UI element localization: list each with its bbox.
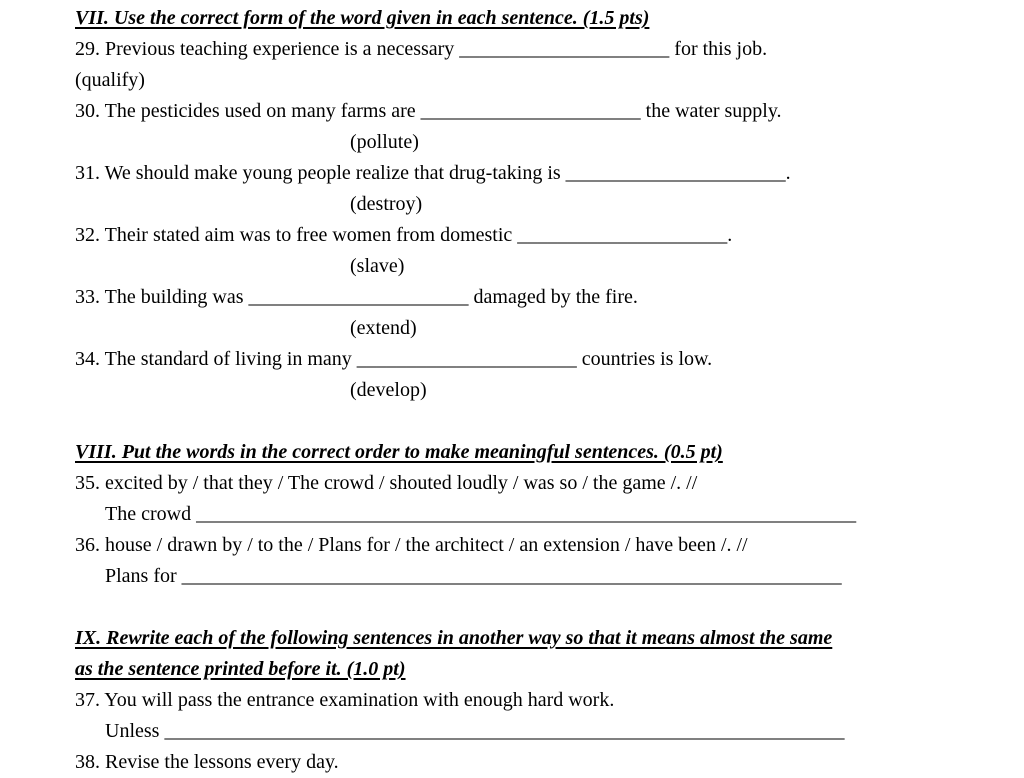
question-35: 35. excited by / that they / The crowd / shouted loudly / was so / the game /. //	[75, 472, 698, 494]
section-viii	[75, 437, 1024, 592]
answer-line-35: The crowd __________________________________________________________________	[105, 503, 857, 525]
question-37: 37. You will pass the entrance examination with enough hard work.	[75, 689, 615, 711]
question-38: 38. Revise the lessons every day.	[75, 751, 339, 773]
question-32: 32. Their stated aim was to free women from domestic _____________________.	[75, 224, 733, 246]
section-gap	[75, 592, 1024, 623]
word-hint-qualify: (qualify)	[75, 69, 145, 91]
question-31: 31. We should make young people realize that drug-taking is ______________________.	[75, 162, 791, 184]
answer-line-36: Plans for __________________________________________________________________	[105, 565, 842, 587]
section-viii-heading: VIII. Put the words in the correct order to make meaningful sentences. (0.5 pt)	[75, 441, 723, 463]
section-gap	[75, 406, 1024, 437]
answer-line-37: Unless ____________________________________________________________________	[105, 720, 845, 742]
section-vii-heading: VII. Use the correct form of the word given in each sentence. (1.5 pts)	[75, 7, 650, 29]
section-ix-heading-line2: as the sentence printed before it. (1.0 pt)	[75, 658, 406, 680]
section-ix	[75, 623, 1024, 778]
word-hint-develop: (develop)	[350, 379, 427, 401]
word-hint-slave: (slave)	[350, 255, 405, 277]
section-vii	[75, 3, 1024, 406]
question-29: 29. Previous teaching experience is a necessary _____________________ for this job.	[75, 38, 768, 60]
question-33: 33. The building was ______________________ damaged by the fire.	[75, 286, 638, 308]
question-36: 36. house / drawn by / to the / Plans for / the architect / an extension / have been /. //	[75, 534, 748, 556]
word-hint-pollute: (pollute)	[350, 131, 419, 153]
question-34: 34. The standard of living in many ______________________ countries is low.	[75, 348, 713, 370]
word-hint-extend: (extend)	[350, 317, 417, 339]
word-hint-destroy: (destroy)	[350, 193, 423, 215]
question-30: 30. The pesticides used on many farms are ______________________ the water supply.	[75, 100, 782, 122]
section-ix-heading-line1: IX. Rewrite each of the following sentences in another way so that it means almost the same	[75, 627, 833, 649]
